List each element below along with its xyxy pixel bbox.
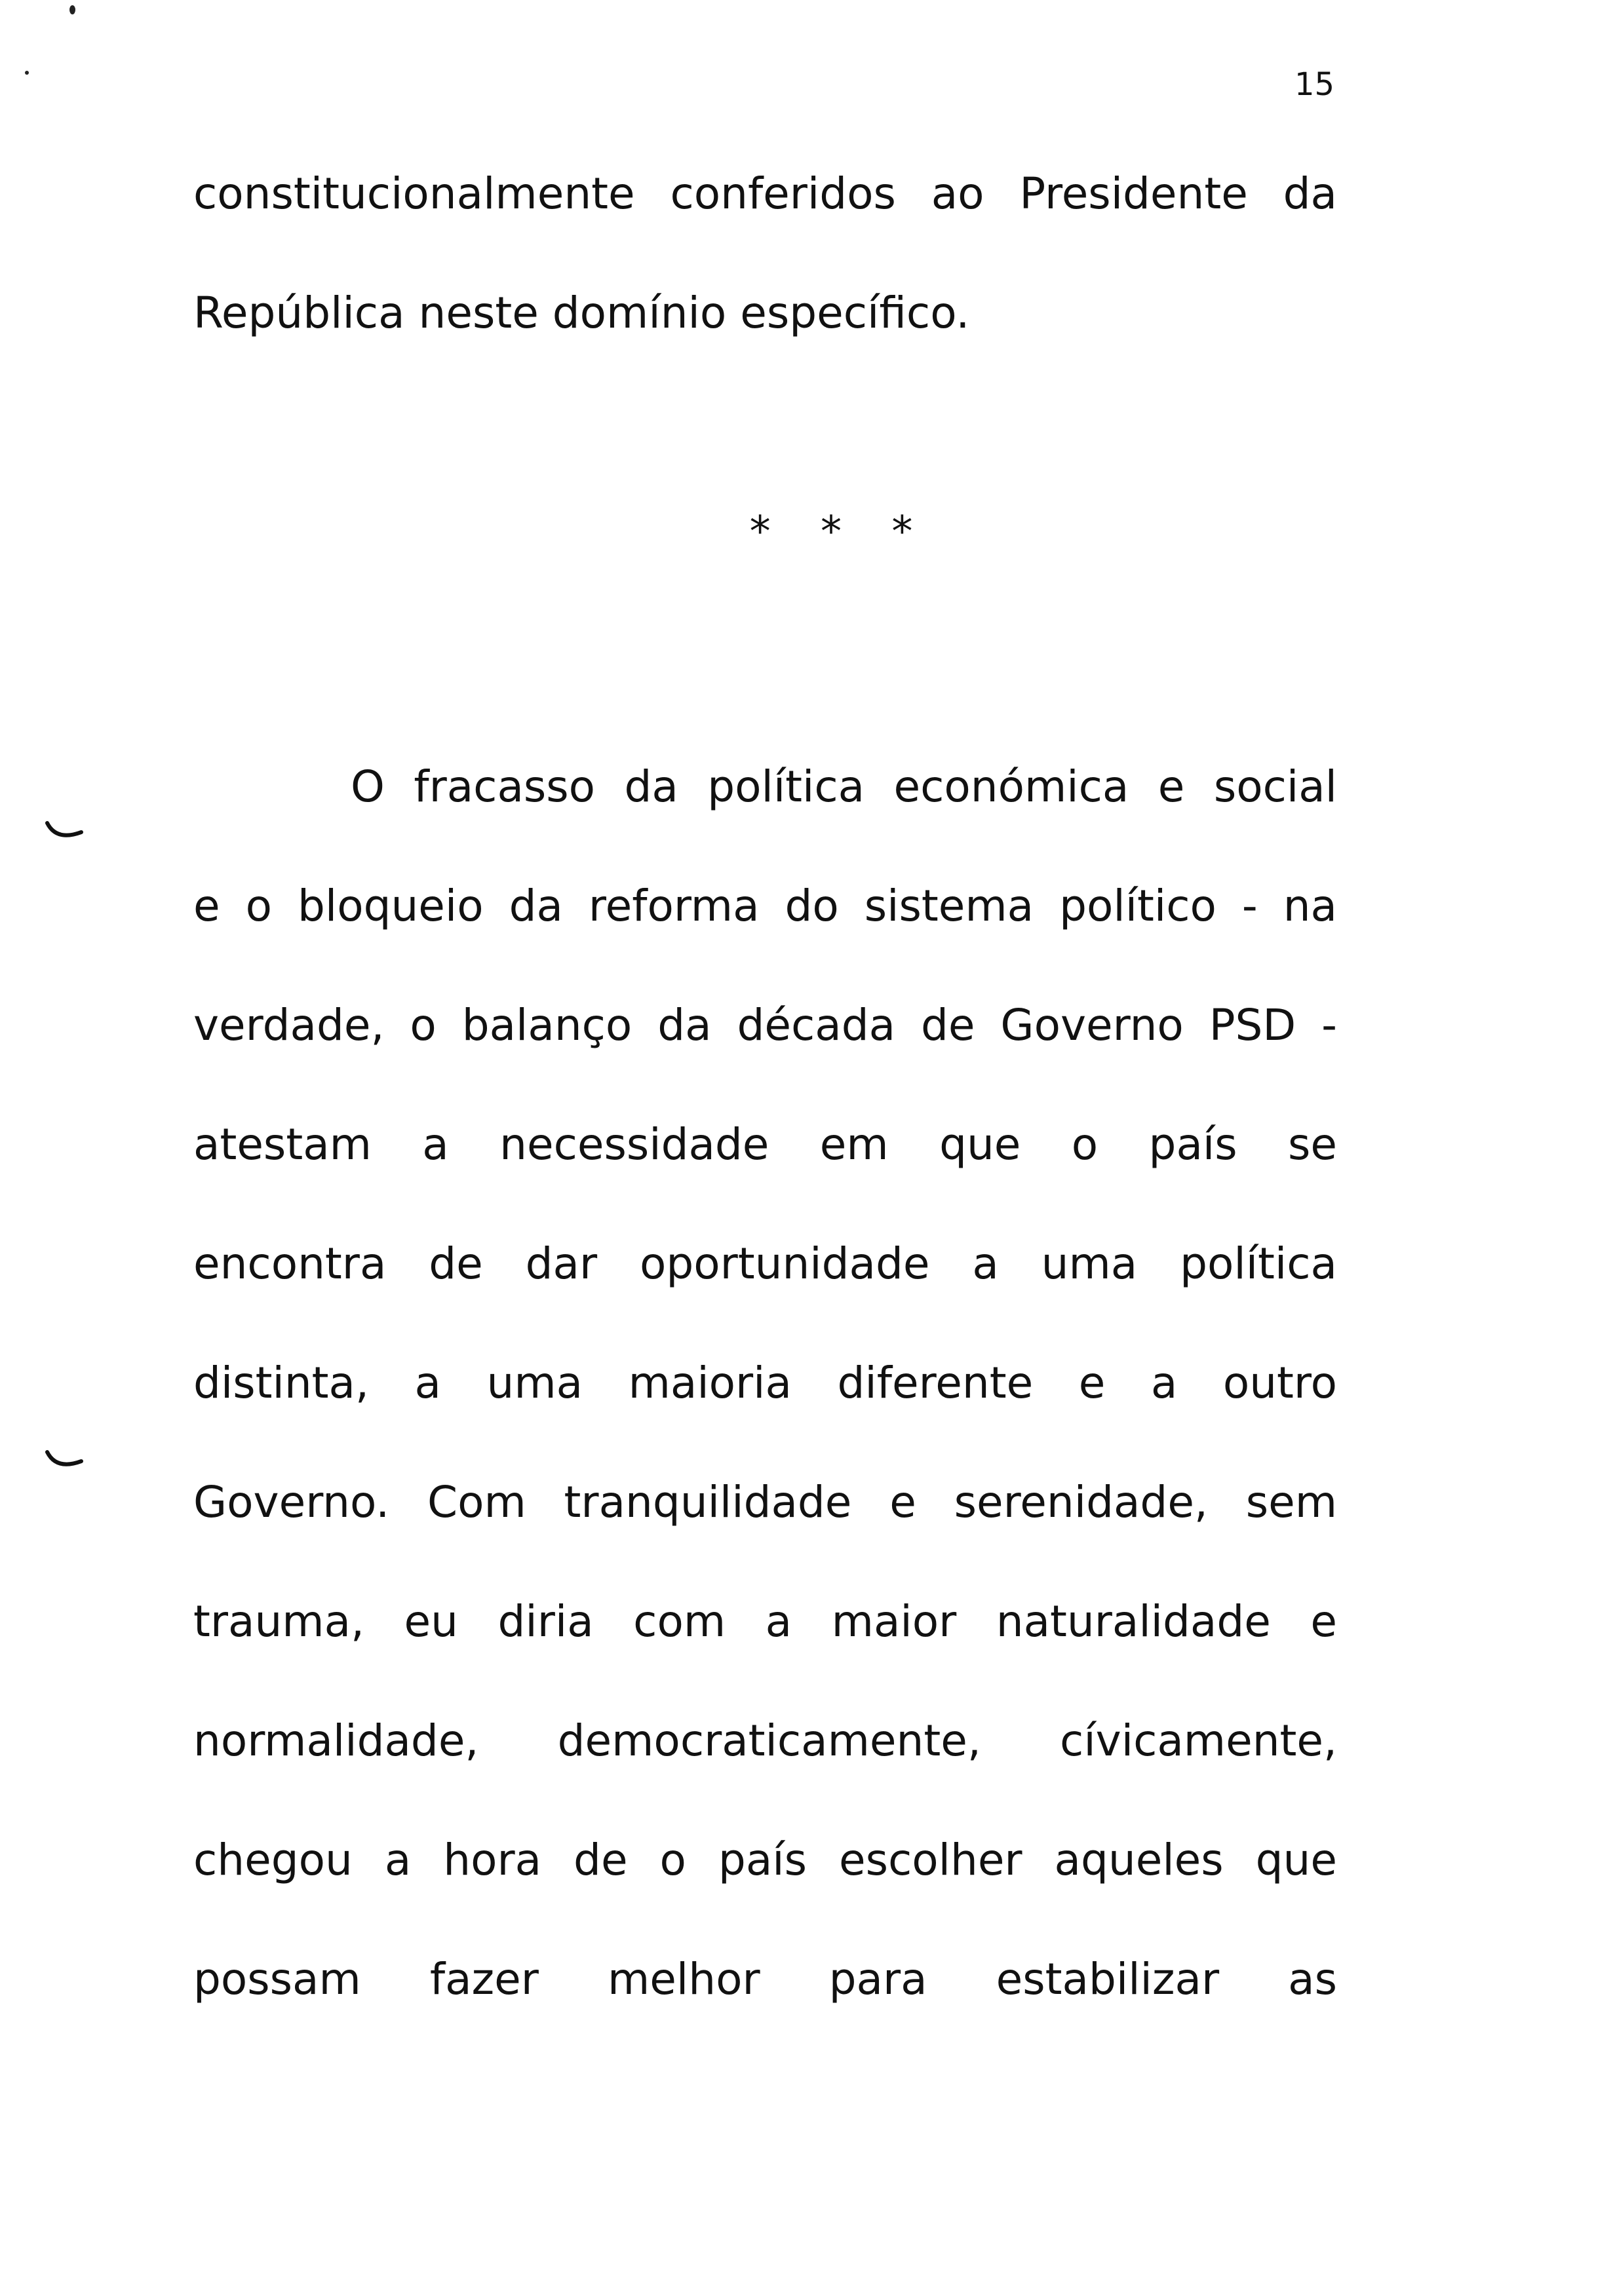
- scan-speck: [69, 5, 75, 14]
- paragraph-line: República neste domínio específico.: [193, 288, 970, 338]
- margin-tick-mark: [45, 1448, 84, 1474]
- paragraph-line: encontra de dar oportunidade a uma política: [193, 1238, 1337, 1289]
- paragraph-line: trauma, eu diria com a maior naturalidade e: [193, 1596, 1337, 1647]
- paragraph-line: chegou a hora de o país escolher aqueles que: [193, 1835, 1337, 1885]
- section-separator: * * *: [749, 508, 931, 556]
- paragraph-line: e o bloqueio da reforma do sistema político - na: [193, 881, 1337, 931]
- paragraph-line: distinta, a uma maioria diferente e a outro: [193, 1358, 1337, 1408]
- paragraph-line: atestam a necessidade em que o país se: [193, 1119, 1337, 1170]
- paragraph-line: Governo. Com tranquilidade e serenidade, sem: [193, 1477, 1337, 1527]
- margin-tick-mark: [45, 819, 84, 845]
- top-paragraph: [193, 134, 1337, 373]
- paragraph-line: O fracasso da política económica e social: [351, 761, 1337, 812]
- paragraph-line: normalidade, democraticamente, cívicamente,: [193, 1715, 1337, 1766]
- paragraph-line: constitucionalmente conferidos ao Presidente da: [193, 168, 1337, 219]
- page-number: 15: [1294, 66, 1335, 103]
- paragraph-line: possam fazer melhor para estabilizar as: [193, 1954, 1337, 2004]
- paragraph-line: verdade, o balanço da década de Governo PSD -: [193, 1000, 1337, 1050]
- scan-speck: [25, 71, 29, 75]
- main-paragraph: [193, 727, 1337, 2039]
